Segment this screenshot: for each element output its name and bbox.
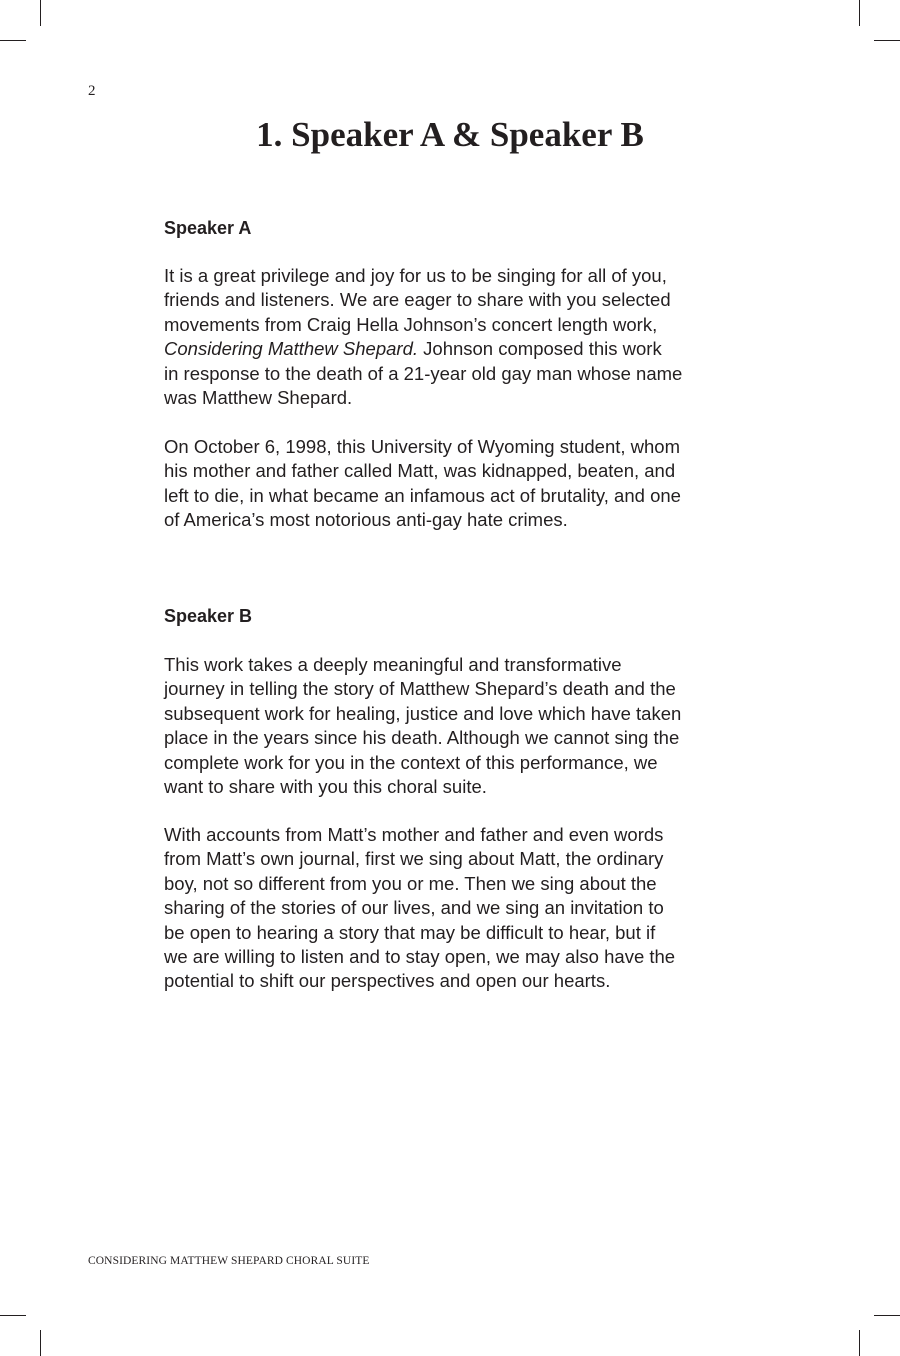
crop-mark-bottom-left-vertical [40,1330,41,1356]
text-line: subsequent work for healing, justice and love which have taken [164,702,682,724]
running-footer: CONSIDERING MATTHEW SHEPARD CHORAL SUITE [88,1255,370,1267]
text-line: sharing of the stories of our lives, and we sing an invitation to [164,897,664,919]
text-line: It is a great privilege and joy for us to be singing for all of you, [164,265,667,286]
text-line: of America’s most notorious anti-gay hate crimes. [164,509,568,531]
text-line: complete work for you in the context of this performance, we [164,751,658,773]
text-line: movements from Craig Hella Johnson’s concert length work, [164,313,658,335]
work-title-italic: Considering Matthew Shepard. [164,338,419,360]
crop-mark-top-right-vertical [859,0,860,26]
speaker-b-paragraph-2 [164,823,754,994]
text-line: potential to shift our perspectives and open our hearts. [164,970,611,992]
crop-mark-bottom-right-vertical [859,1330,860,1356]
text-line: his mother and father called Matt, was kidnapped, beaten, and [164,460,676,482]
text-line: in response to the death of a 21-year old gay man whose name [164,362,683,384]
text-line: journey in telling the story of Matthew Shepard’s death and the [164,678,676,700]
crop-mark-top-right-horizontal [874,40,900,41]
speaker-b-heading: Speaker B [164,606,253,626]
text-line: left to die, in what became an infamous act of brutality, and one [164,484,681,506]
crop-mark-top-left-vertical [40,0,41,26]
text-line: This work takes a deeply meaningful and transformative [164,654,622,675]
page-title: 1. Speaker A & Speaker B [256,115,644,154]
text-line: friends and listeners. We are eager to share with you selected [164,289,671,311]
crop-mark-bottom-left-horizontal [0,1315,26,1316]
text-line: On October 6, 1998, this University of Wyoming student, whom [164,436,681,457]
text-line: place in the years since his death. Although we cannot sing the [164,727,680,749]
page-number: 2 [88,83,96,99]
text-fragment: Johnson composed this work [418,338,662,360]
text-line: With accounts from Matt’s mother and father and even words [164,824,664,845]
speaker-a-paragraph-2 [164,435,754,533]
text-line: be open to hearing a story that may be difficult to hear, but if [164,921,656,943]
speaker-b-paragraph-1 [164,653,754,799]
speaker-a-paragraph-1 [164,264,754,410]
text-line: was Matthew Shepard. [164,387,353,409]
crop-mark-top-left-horizontal [0,40,26,41]
text-line [164,337,754,361]
text-line: want to share with you this choral suite. [164,776,487,798]
crop-mark-bottom-right-horizontal [874,1315,900,1316]
text-line: we are willing to listen and to stay open, we may also have the [164,946,676,968]
text-line: from Matt’s own journal, first we sing about Matt, the ordinary [164,848,664,870]
speaker-a-heading: Speaker A [164,218,252,238]
text-line: boy, not so different from you or me. Then we sing about the [164,872,657,894]
